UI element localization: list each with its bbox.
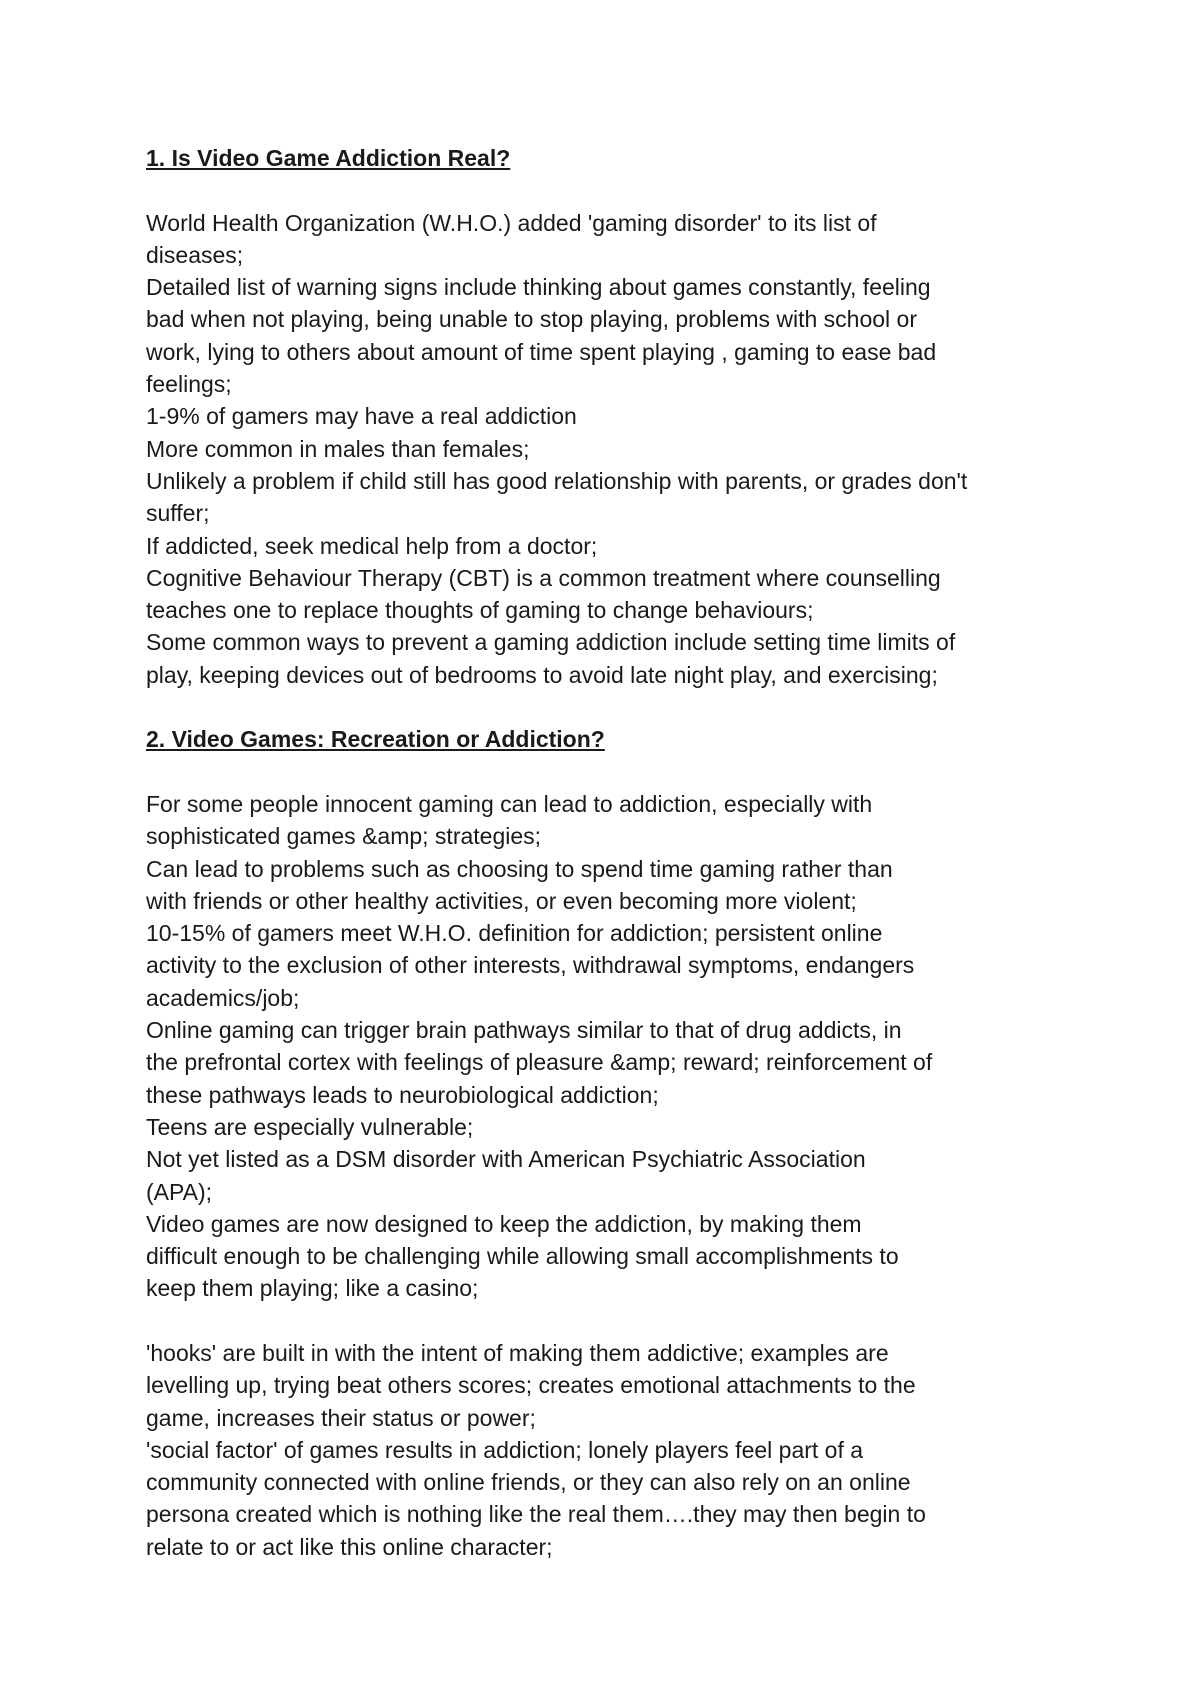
body-text-line: work, lying to others about amount of time spent playing , gaming to ease bad <box>146 338 937 365</box>
body-text-line: persona created which is nothing like the real them….they may then begin to <box>146 1501 926 1528</box>
body-text-line: play, keeping devices out of bedrooms to avoid late night play, and exercising; <box>146 661 938 688</box>
paragraph-gap <box>146 174 1046 206</box>
body-text-line: these pathways leads to neurobiological addiction; <box>146 1081 659 1108</box>
body-text-line: Online gaming can trigger brain pathways similar to that of drug addicts, in <box>146 1017 902 1044</box>
body-text-line: Cognitive Behaviour Therapy (CBT) is a common treatment where counselling <box>146 564 941 591</box>
document-page <box>146 142 1046 1563</box>
body-text-line: For some people innocent gaming can lead to addiction, especially with <box>146 790 873 817</box>
body-text-line: If addicted, seek medical help from a doctor; <box>146 532 598 559</box>
body-text-line: the prefrontal cortex with feelings of pleasure &amp; reward; reinforcement of <box>146 1049 933 1076</box>
body-text-line: Some common ways to prevent a gaming addiction include setting time limits of <box>146 629 956 656</box>
body-text-line: Not yet listed as a DSM disorder with American Psychiatric Association <box>146 1146 866 1173</box>
body-text-line: diseases; <box>146 241 244 268</box>
body-text-line: feelings; <box>146 371 232 398</box>
body-text-line: 'social factor' of games results in addiction; lonely players feel part of a <box>146 1436 864 1463</box>
section-gap <box>146 691 1046 723</box>
section-heading: 2. Video Games: Recreation or Addiction? <box>146 726 605 753</box>
body-text-line: with friends or other healthy activities, or even becoming more violent; <box>146 887 857 914</box>
body-text-line: teaches one to replace thoughts of gaming to change behaviours; <box>146 597 814 624</box>
body-text-line: suffer; <box>146 500 210 527</box>
paragraph-gap <box>146 1305 1046 1337</box>
body-text-line: 1-9% of gamers may have a real addiction <box>146 403 577 430</box>
body-text-line: Teens are especially vulnerable; <box>146 1113 474 1140</box>
body-text-line: relate to or act like this online character; <box>146 1533 553 1560</box>
body-text-line: activity to the exclusion of other interests, withdrawal symptoms, endangers <box>146 952 915 979</box>
body-text-line: sophisticated games &amp; strategies; <box>146 823 542 850</box>
body-text-line: levelling up, trying beat others scores; creates emotional attachments to the <box>146 1372 916 1399</box>
body-text-line: 'hooks' are built in with the intent of making them addictive; examples are <box>146 1339 889 1366</box>
body-text-line: Can lead to problems such as choosing to spend time gaming rather than <box>146 855 893 882</box>
body-text-line: difficult enough to be challenging while allowing small accomplishments to <box>146 1243 899 1270</box>
section-heading: 1. Is Video Game Addiction Real? <box>146 145 511 171</box>
body-text-line: academics/job; <box>146 984 300 1011</box>
body-text-line: Video games are now designed to keep the addiction, by making them <box>146 1210 862 1237</box>
body-text-line: Unlikely a problem if child still has good relationship with parents, or grades don't <box>146 467 968 494</box>
body-text-line: game, increases their status or power; <box>146 1404 536 1431</box>
body-text-line: Detailed list of warning signs include thinking about games constantly, feeling <box>146 274 931 301</box>
body-text-line: keep them playing; like a casino; <box>146 1275 479 1302</box>
paragraph-gap <box>146 756 1046 788</box>
body-text-line: (APA); <box>146 1178 213 1205</box>
body-text-line: More common in males than females; <box>146 435 530 462</box>
body-text-line: community connected with online friends, or they can also rely on an online <box>146 1469 911 1496</box>
body-text-line: 10-15% of gamers meet W.H.O. definition for addiction; persistent online <box>146 920 883 947</box>
body-text-line: World Health Organization (W.H.O.) added 'gaming disorder' to its list of <box>146 209 877 236</box>
body-text-line: bad when not playing, being unable to stop playing, problems with school or <box>146 306 917 333</box>
